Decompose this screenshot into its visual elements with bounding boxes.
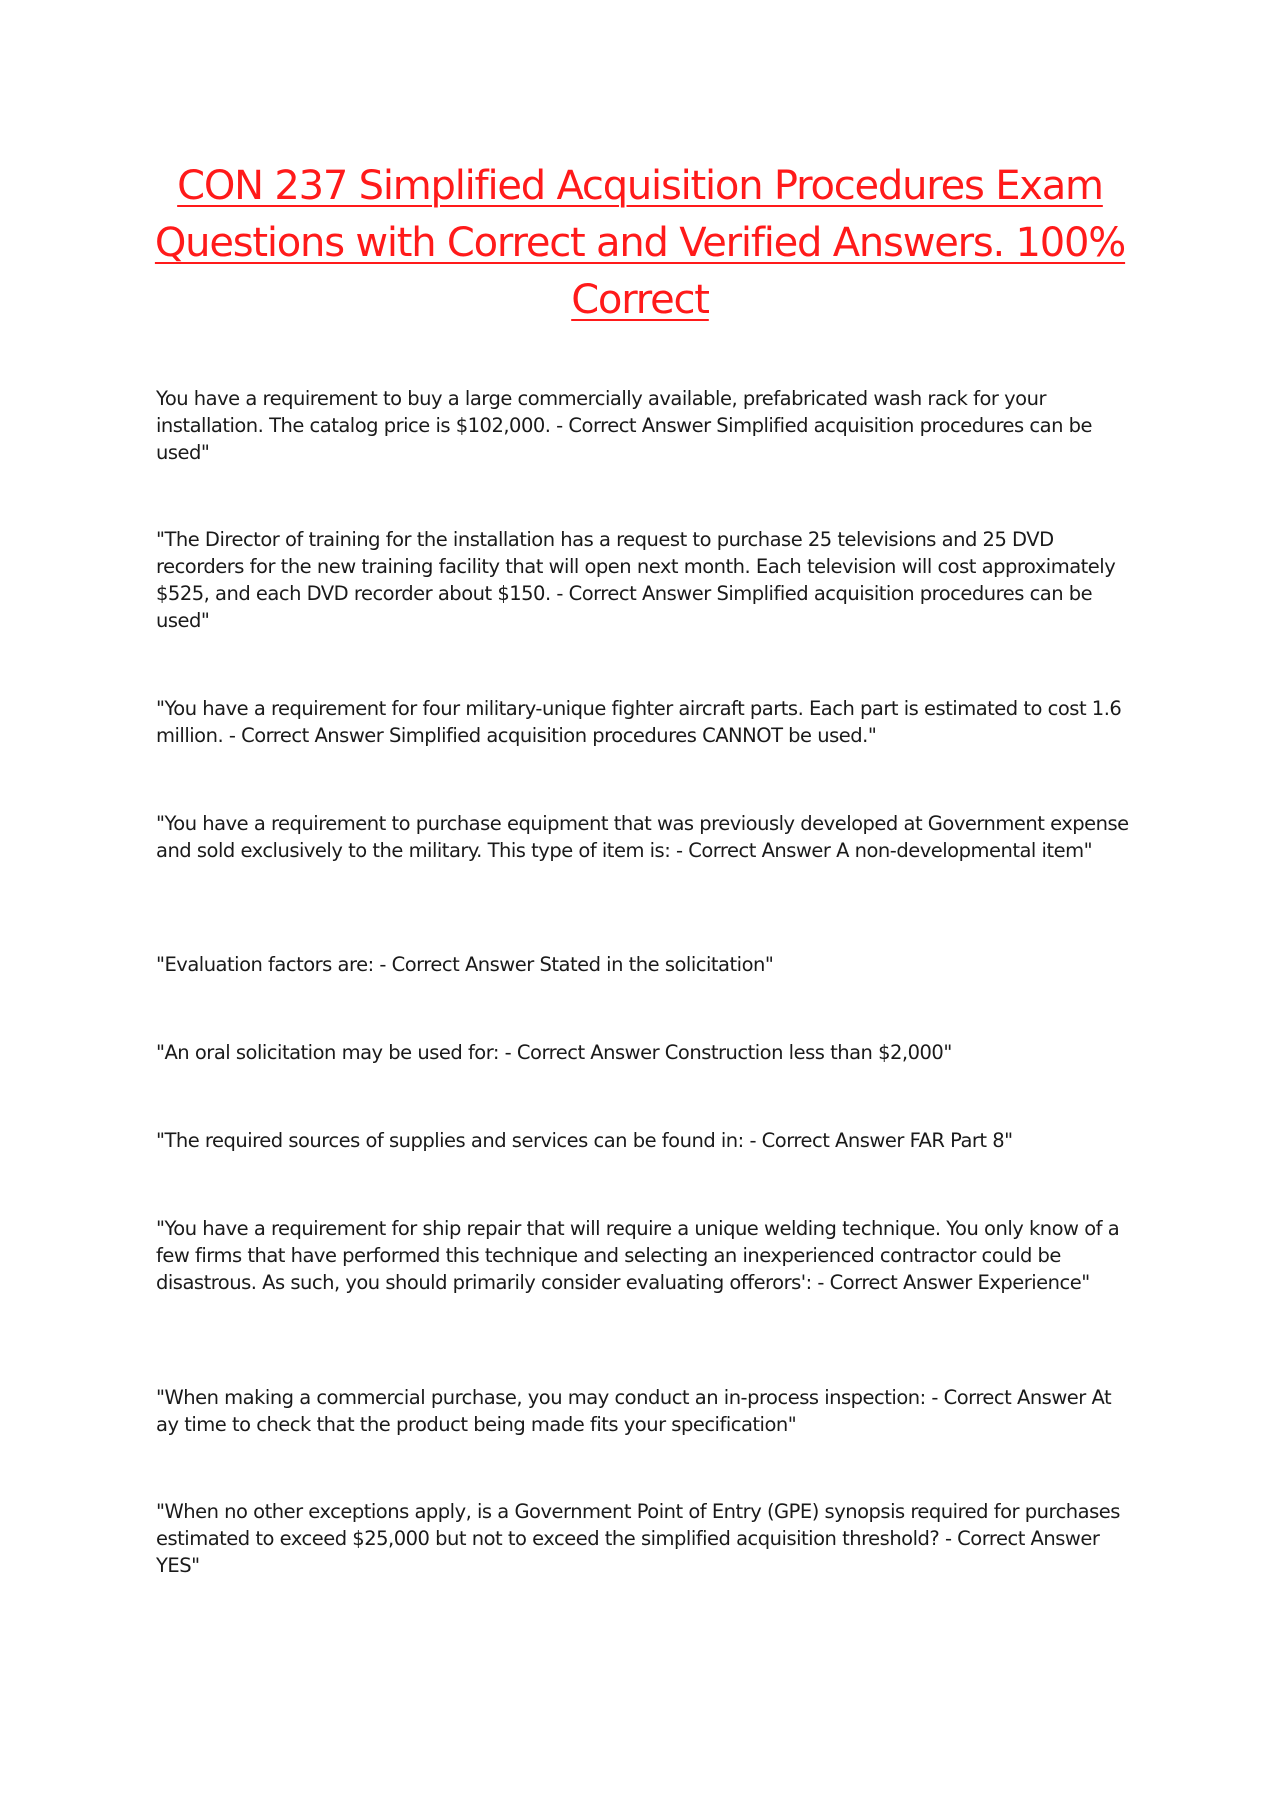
- qa-item-4: "You have a requirement to purchase equipment that was previously developed at Government expense and sold exclusively to the military. This type of item is: - Correct Answer A non-developmental item": [156, 812, 1129, 862]
- qa-item-10: "When no other exceptions apply, is a Government Point of Entry (GPE) synopsis required for purchases estimated to exceed $25,000 but not to exceed the simplified acquisition threshold? - Correct Answer YES": [156, 1500, 1120, 1577]
- qa-item-6: "An oral solicitation may be used for: - Correct Answer Construction less than $2,000": [156, 1041, 952, 1064]
- qa-item-1: You have a requirement to buy a large commercially available, prefabricated wash rack for your installation. The catalog price is $102,000. - Correct Answer Simplified acquisition procedures can be used": [156, 387, 1093, 464]
- qa-item-9: "When making a commercial purchase, you may conduct an in-process inspection: - Correct Answer At ay time to check that the product being made fits your specification": [156, 1386, 1112, 1436]
- qa-item-5: "Evaluation factors are: - Correct Answer Stated in the solicitation": [156, 953, 774, 976]
- qa-item-7: "The required sources of supplies and services can be found in: - Correct Answer FAR Part 8": [156, 1129, 1013, 1152]
- qa-item-8: "You have a requirement for ship repair that will require a unique welding technique. You only know of a few firms that have performed this technique and selecting an inexperienced contractor could be disastrous. As such, you should primarily consider evaluating offerors': - Correct Answer Experience": [156, 1217, 1120, 1294]
- qa-item-2: "The Director of training for the installation has a request to purchase 25 televisions and 25 DVD recorders for the new training facility that will open next month. Each television will cost approximately $525, and each DVD recorder about $150. - Correct Answer Simplified acquisition procedures can be used": [156, 528, 1116, 632]
- qa-item-3: "You have a requirement for four military-unique fighter aircraft parts. Each part is estimated to cost 1.6 million. - Correct Answer Simplified acquisition procedures CANNOT be used.": [156, 697, 1122, 747]
- document-title: CON 237 Simplified Acquisition Procedures Exam Questions with Correct and Verified Answers. 100% Correct: [154, 163, 1126, 323]
